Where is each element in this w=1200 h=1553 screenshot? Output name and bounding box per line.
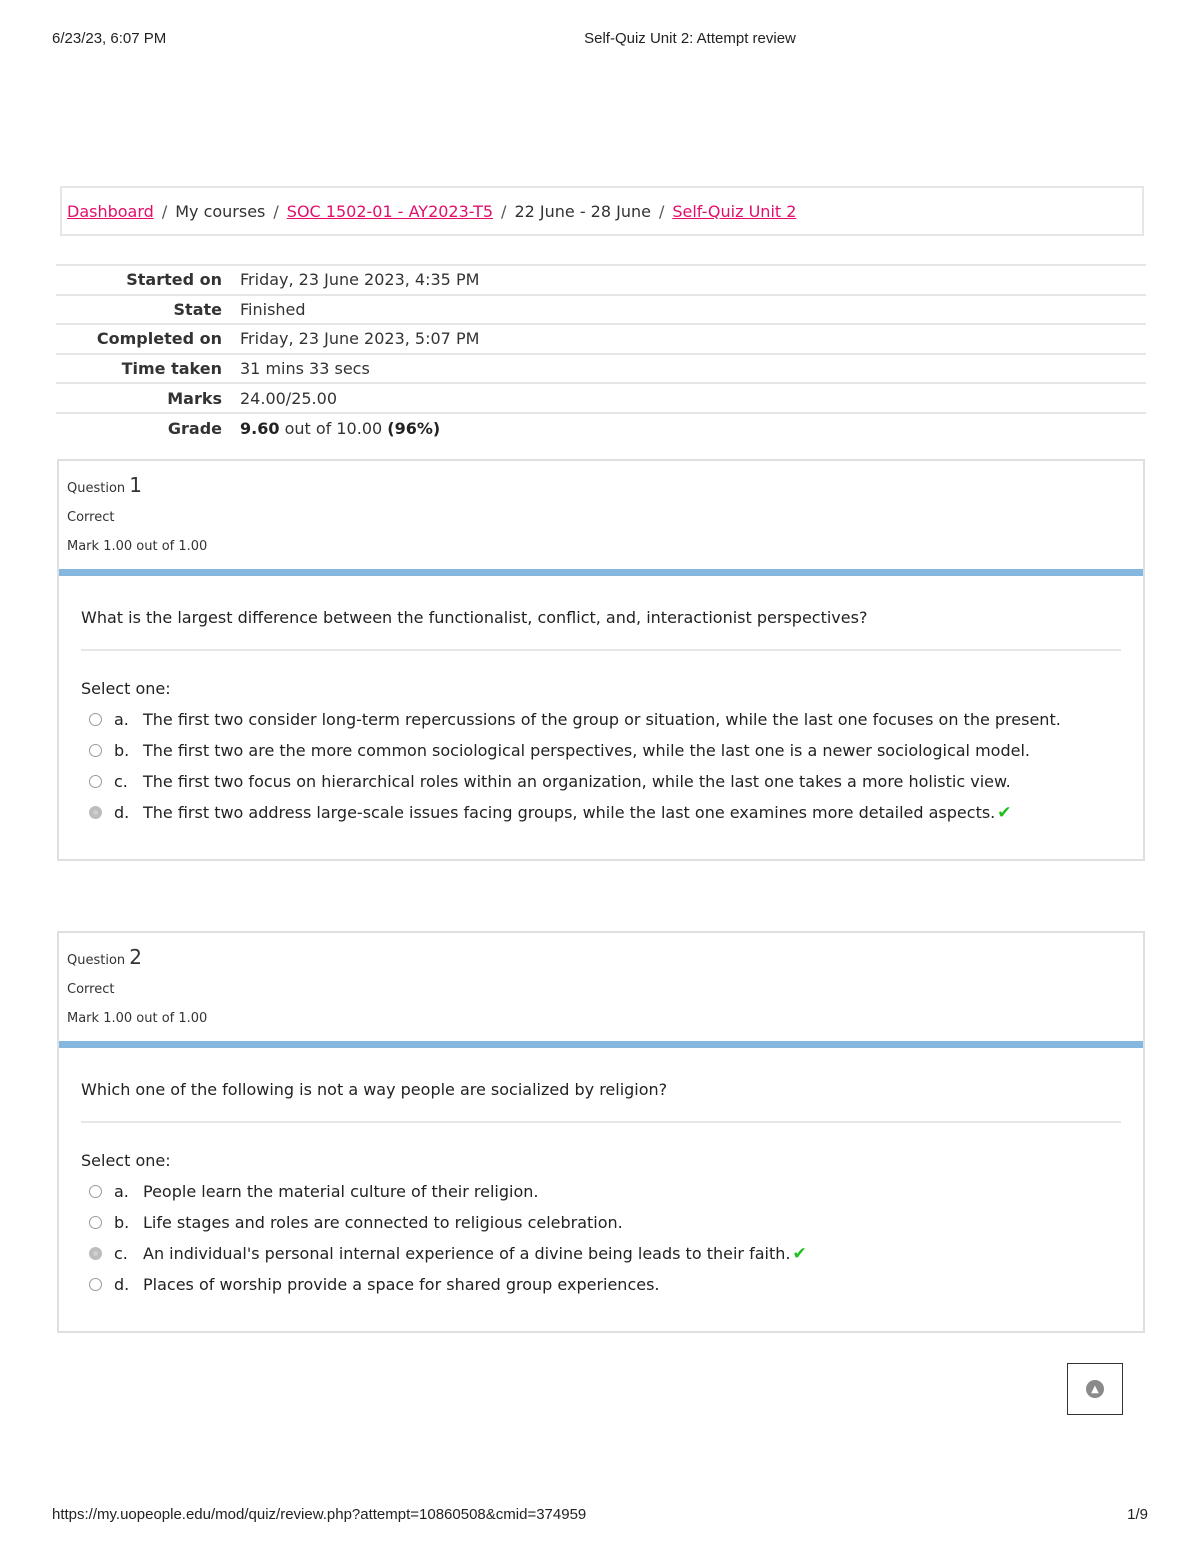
question-content bbox=[59, 1048, 1143, 1300]
summary-label: Started on bbox=[126, 270, 222, 290]
answer-option-c bbox=[81, 766, 1121, 797]
answer-text: People learn the material culture of their religion. bbox=[143, 1182, 539, 1201]
print-page-number: 1/9 bbox=[1127, 1506, 1148, 1523]
question-info bbox=[59, 461, 1143, 569]
question-info bbox=[59, 933, 1143, 1041]
radio-button[interactable] bbox=[89, 744, 102, 757]
answer-letter: b. bbox=[114, 741, 130, 760]
attempt-summary-table bbox=[56, 264, 1146, 443]
grade-out-of: out of 10.00 bbox=[284, 418, 383, 438]
breadcrumb-separator: / bbox=[501, 201, 507, 221]
grade-score: 9.60 bbox=[240, 418, 280, 438]
breadcrumb-quiz[interactable]: Self-Quiz Unit 2 bbox=[672, 201, 797, 221]
question-text: What is the largest difference between the functionalist, conflict, and, interactionist perspectives? bbox=[81, 608, 1121, 651]
grade-percent: (96%) bbox=[387, 418, 441, 438]
summary-label: Time taken bbox=[121, 359, 222, 379]
print-url: https://my.uopeople.edu/mod/quiz/review.php?attempt=10860508&cmid=374959 bbox=[52, 1506, 587, 1523]
summary-row-marks bbox=[56, 383, 1146, 413]
question-label: Question bbox=[67, 481, 126, 496]
summary-label: Grade bbox=[167, 418, 222, 438]
print-footer bbox=[0, 1506, 1200, 1526]
summary-value: 24.00/25.00 bbox=[240, 388, 337, 408]
radio-button[interactable] bbox=[89, 713, 102, 726]
answer-letter: d. bbox=[114, 1275, 130, 1294]
summary-row-completed bbox=[56, 324, 1146, 354]
radio-button[interactable] bbox=[89, 775, 102, 788]
summary-label: Marks bbox=[167, 388, 222, 408]
summary-row-state bbox=[56, 295, 1146, 325]
answer-letter: a. bbox=[114, 710, 129, 729]
radio-button[interactable] bbox=[89, 1216, 102, 1229]
select-one-label: Select one: bbox=[81, 1151, 171, 1170]
summary-value: Finished bbox=[240, 299, 306, 319]
print-datetime: 6/23/23, 6:07 PM bbox=[52, 30, 167, 47]
back-to-top-button[interactable] bbox=[1067, 1363, 1123, 1415]
select-one-label: Select one: bbox=[81, 679, 171, 698]
question-number: 2 bbox=[129, 945, 143, 969]
radio-button-selected[interactable] bbox=[89, 1247, 102, 1260]
answer-text: The first two consider long-term repercussions of the group or situation, while the last one focuses on the present. bbox=[143, 710, 1061, 729]
question-state: Correct bbox=[67, 982, 115, 997]
breadcrumb-separator: / bbox=[273, 201, 279, 221]
question-text: Which one of the following is not a way people are socialized by religion? bbox=[81, 1080, 1121, 1123]
answer-text: Life stages and roles are connected to religious celebration. bbox=[143, 1213, 623, 1232]
question-label: Question bbox=[67, 953, 126, 968]
question-mark: Mark 1.00 out of 1.00 bbox=[67, 1011, 208, 1026]
question-number: 1 bbox=[129, 473, 143, 497]
answer-text: The first two focus on hierarchical roles within an organization, while the last one takes a more holistic view. bbox=[143, 772, 1011, 791]
question-divider-bar bbox=[59, 569, 1143, 576]
summary-value: Friday, 23 June 2023, 4:35 PM bbox=[240, 270, 480, 290]
breadcrumb-my-courses: My courses bbox=[175, 201, 266, 221]
answer-text: The first two are the more common sociological perspectives, while the last one is a newer sociological model. bbox=[143, 741, 1030, 760]
breadcrumb-separator: / bbox=[658, 201, 665, 221]
answer-option-d bbox=[81, 797, 1121, 828]
summary-row-time-taken bbox=[56, 354, 1146, 384]
answer-letter: c. bbox=[114, 1244, 128, 1263]
radio-button[interactable] bbox=[89, 1185, 102, 1198]
summary-label: Completed on bbox=[96, 329, 222, 349]
answer-option-b bbox=[81, 735, 1121, 766]
question-1 bbox=[57, 459, 1145, 861]
answer-letter: b. bbox=[114, 1213, 130, 1232]
check-icon: ✔ bbox=[997, 802, 1012, 823]
print-header bbox=[0, 30, 1200, 50]
breadcrumb bbox=[60, 186, 1144, 236]
answer-option-a bbox=[81, 704, 1121, 735]
question-mark: Mark 1.00 out of 1.00 bbox=[67, 539, 208, 554]
answer-option-d bbox=[81, 1269, 1121, 1300]
summary-row-started bbox=[56, 265, 1146, 295]
question-state: Correct bbox=[67, 510, 115, 525]
question-2 bbox=[57, 931, 1145, 1333]
breadcrumb-week: 22 June - 28 June bbox=[514, 201, 651, 221]
breadcrumb-separator: / bbox=[161, 201, 168, 221]
check-icon: ✔ bbox=[792, 1243, 807, 1264]
summary-value: 31 mins 33 secs bbox=[240, 359, 370, 379]
print-title: Self-Quiz Unit 2: Attempt review bbox=[584, 30, 796, 47]
answer-letter: d. bbox=[114, 803, 130, 822]
answer-option-b bbox=[81, 1207, 1121, 1238]
answer-text: An individual's personal internal experience of a divine being leads to their faith. bbox=[143, 1244, 791, 1263]
summary-value bbox=[240, 413, 1146, 443]
summary-value: Friday, 23 June 2023, 5:07 PM bbox=[240, 329, 480, 349]
chevron-up-circle-icon: ▲ bbox=[1086, 1380, 1104, 1398]
breadcrumb-course[interactable]: SOC 1502-01 - AY2023-T5 bbox=[286, 201, 494, 221]
radio-button[interactable] bbox=[89, 1278, 102, 1291]
summary-row-grade bbox=[56, 413, 1146, 443]
answer-letter: c. bbox=[114, 772, 128, 791]
answer-letter: a. bbox=[114, 1182, 129, 1201]
question-divider-bar bbox=[59, 1041, 1143, 1048]
answer-option-c bbox=[81, 1238, 1121, 1269]
answer-option-a bbox=[81, 1176, 1121, 1207]
breadcrumb-dashboard[interactable]: Dashboard bbox=[67, 201, 154, 221]
answer-text: Places of worship provide a space for shared group experiences. bbox=[143, 1275, 660, 1294]
question-content bbox=[59, 576, 1143, 828]
radio-button-selected[interactable] bbox=[89, 806, 102, 819]
answer-text: The first two address large-scale issues facing groups, while the last one examines more detailed aspects. bbox=[143, 803, 996, 822]
summary-label: State bbox=[173, 299, 222, 319]
